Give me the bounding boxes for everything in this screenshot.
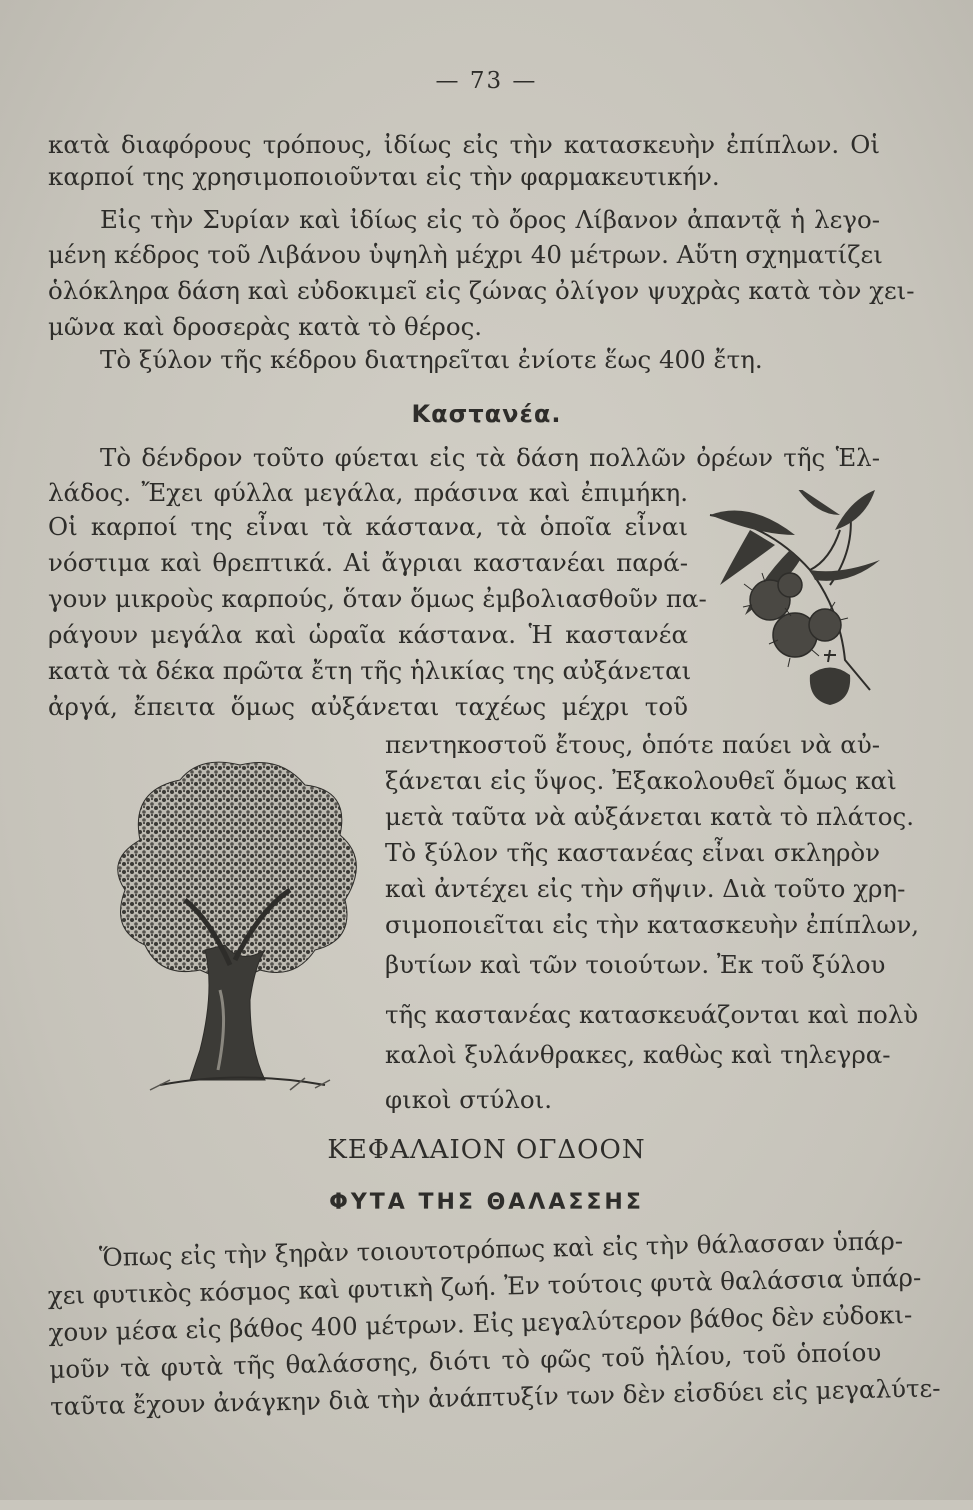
text-line: ράγουν μεγάλα καὶ ὡραῖα κάστανα. Ἡ καστανέα (48, 620, 688, 649)
section-heading-chestnut: Καστανέα. (411, 400, 562, 428)
text-line: Τὸ δένδρον τοῦτο φύεται εἰς τὰ δάση πολλῶν ὀρέων τῆς Ἑλ- (100, 443, 880, 472)
text-line: Εἰς τὴν Συρίαν καὶ ἰδίως εἰς τὸ ὄρος Λίβανον ἀπαντᾷ ἡ λεγο- (100, 205, 880, 234)
text-line: ἀργά, ἔπειτα ὅμως αὐξάνεται ταχέως μέχρι τοῦ (48, 692, 688, 721)
text-line: κατὰ τὰ δέκα πρῶτα ἔτη τῆς ἡλικίας της αὐξάνεται (48, 656, 692, 685)
text-line: χει φυτικὸς κόσμος καὶ φυτικὴ ζωή. Ἐν τούτοις φυτὰ θαλάσσια ὑπάρ- (47, 1262, 922, 1311)
text-line: χουν μέσα εἰς βάθος 400 μέτρων. Εἰς μεγαλύτερον βάθος δὲν εὐδοκι- (48, 1299, 913, 1348)
text-line: ταῦτα ἔχουν ἀνάγκην διὰ τὴν ἀνάπτυξίν των δὲν εἰσδύει εἰς μεγαλύτε- (49, 1373, 941, 1422)
text-line: γουν μικροὺς καρπούς, ὅταν ὅμως ἐμβολιασθοῦν πα- (48, 584, 707, 613)
text-line: Οἱ καρποί της εἶναι τὰ κάστανα, τὰ ὁποῖα εἶναι (48, 512, 688, 541)
text-line: τῆς καστανέας κατασκευάζονται καὶ πολὺ (385, 1000, 919, 1029)
text-line: καλοὶ ξυλάνθρακες, καθὼς καὶ τηλεγρα- (385, 1040, 891, 1069)
text-line: σιμοποιεῖται εἰς τὴν κατασκευὴν ἐπίπλων, (385, 910, 920, 939)
text-line: νόστιμα καὶ θρεπτικά. Αἱ ἄγριαι καστανέαι παρά- (48, 548, 688, 577)
text-line: καρποί της χρησιμοποιοῦνται εἰς τὴν φαρμακευτικήν. (48, 162, 720, 191)
text-line: βυτίων καὶ τῶν τοιούτων. Ἐκ τοῦ ξύλου (385, 950, 886, 979)
text-line: ξάνεται εἰς ὕψος. Ἐξακολουθεῖ ὅμως καὶ (385, 766, 897, 795)
text-line: λάδος. Ἔχει φύλλα μεγάλα, πράσινα καὶ ἐπιμήκη. (48, 478, 688, 507)
text-line: πεντηκοστοῦ ἔτους, ὁπότε παύει νὰ αὐ- (385, 730, 880, 759)
text-line: μοῦν τὰ φυτὰ τῆς θαλάσσης, διότι τὸ φῶς τοῦ ἡλίου, τοῦ ὁποίου (49, 1337, 882, 1385)
text-line: καὶ ἀντέχει εἰς τὴν σῆψιν. Διὰ τοῦτο χρη- (385, 874, 906, 903)
text-line: μετὰ ταῦτα νὰ αὐξάνεται κατὰ τὸ πλάτος. (385, 802, 914, 831)
text-line: μῶνα καὶ δροσερὰς κατὰ τὸ θέρος. (48, 312, 483, 341)
text-line: Τὸ ξύλον τῆς καστανέας εἶναι σκληρὸν (385, 838, 880, 867)
text-line: μένη κέδρος τοῦ Λιβάνου ὑψηλὴ μέχρι 40 μέτρων. Αὕτη σχηματίζει (48, 240, 883, 269)
text-line: φικοὶ στύλοι. (385, 1085, 553, 1114)
chapter-title: ΚΕΦΑΛΑΙΟΝ ΟΓΔΟΟΝ (327, 1135, 646, 1165)
section-title: ΦΥΤΑ ΤΗΣ ΘΑΛΑΣΣΗΣ (329, 1190, 644, 1215)
page-number: — 73 — (435, 68, 538, 94)
text-line: Τὸ ξύλον τῆς κέδρου διατηρεῖται ἐνίοτε ἕως 400 ἔτη. (100, 345, 763, 374)
text-line: κατὰ διαφόρους τρόπους, ἰδίως εἰς τὴν κατασκευὴν ἐπίπλων. Οἱ (48, 130, 880, 159)
text-line: Ὅπως εἰς τὴν ξηρὰν τοιουτοτρόπως καὶ εἰς τὴν θάλασσαν ὑπάρ- (98, 1226, 904, 1272)
text-line: ὁλόκληρα δάση καὶ εὐδοκιμεῖ εἰς ζώνας ὀλίγον ψυχρὰς κατὰ τὸν χει- (48, 276, 915, 305)
